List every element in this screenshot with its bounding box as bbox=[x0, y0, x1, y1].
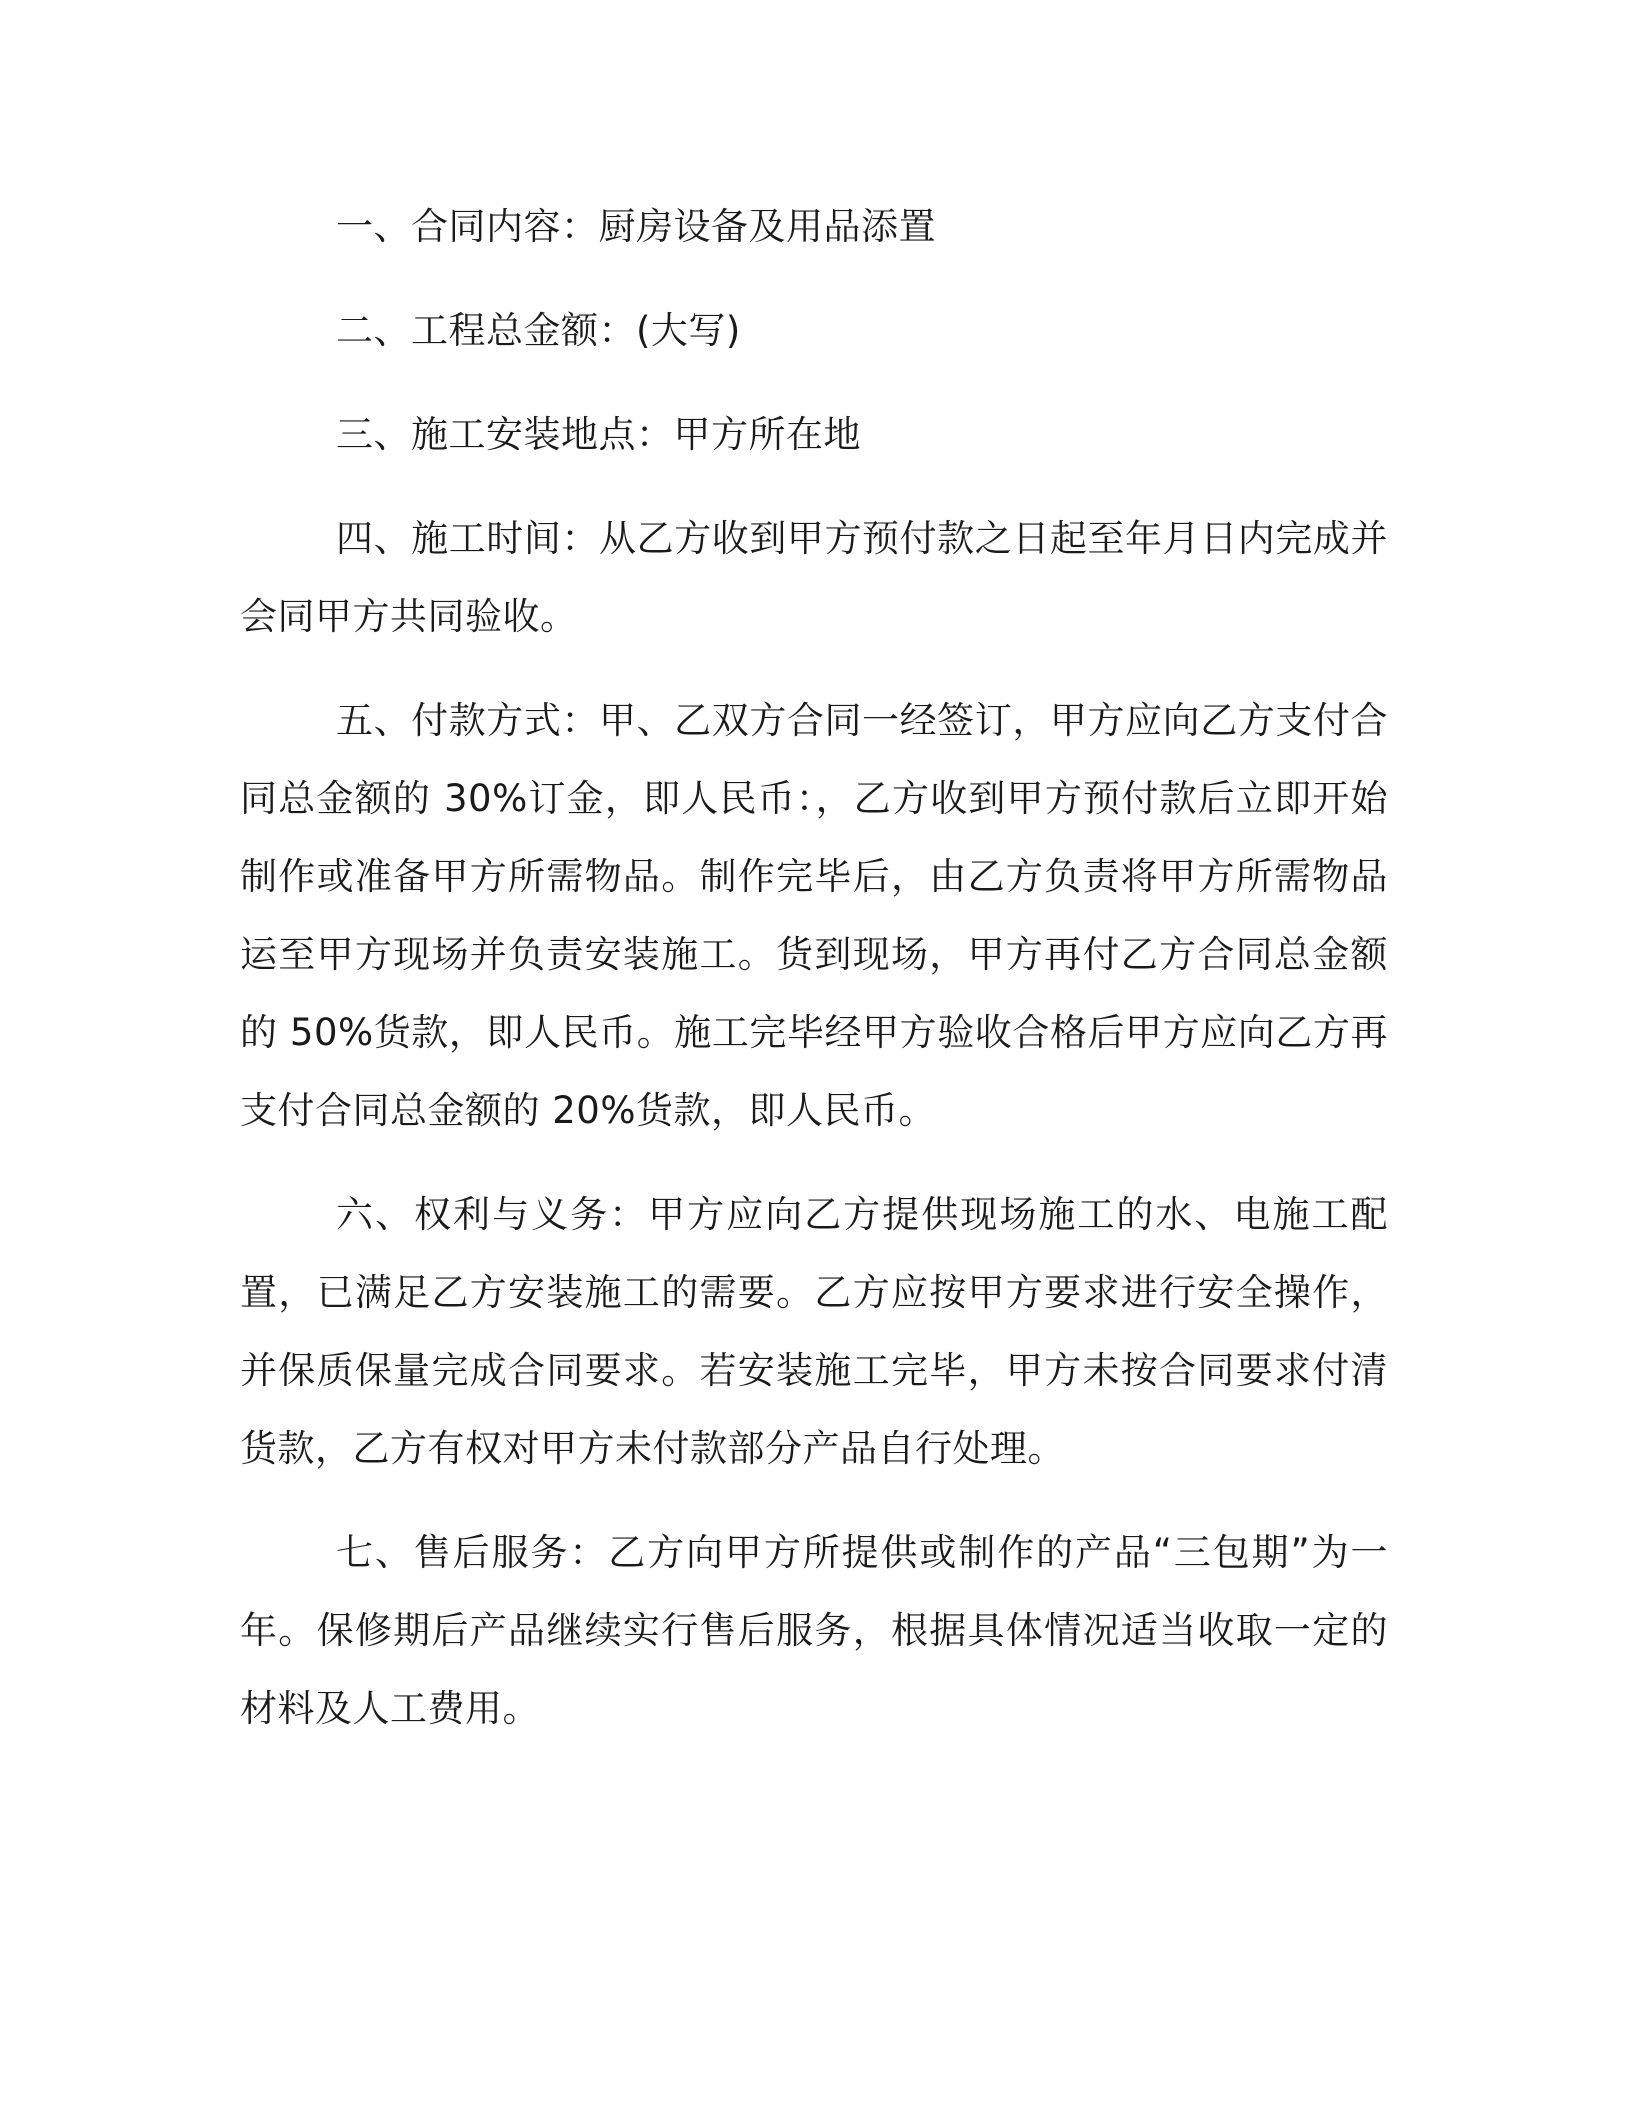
clause-construction-time: 四、施工时间：从乙方收到甲方预付款之日起至年月日内完成并会同甲方共同验收。 bbox=[240, 517, 1388, 638]
clause-installation-location: 三、施工安装地点：甲方所在地 bbox=[336, 413, 861, 456]
contract-body bbox=[240, 188, 1388, 1748]
clause-after-sales-service: 七、售后服务：乙方向甲方所提供或制作的产品“三包期”为一年。保修期后产品继续实行售后服务，根据具体情况适当收取一定的材料及人工费用。 bbox=[240, 1531, 1388, 1730]
clause-payment-method: 五、付款方式：甲、乙双方合同一经签订，甲方应向乙方支付合同总金额的 30%订金，即人民币：，乙方收到甲方预付款后立即开始制作或准备甲方所需物品。制作完毕后，由乙方负责将甲方所需物品运至甲方现场并负责安装施工。货到现场，甲方再付乙方合同总金额的 50%货款，即人民币。施工完毕经甲方验收合格后甲方应向乙方再支付合同总金额的 20%货款，即人民币。 bbox=[240, 699, 1388, 1132]
clause-contract-content: 一、合同内容：厨房设备及用品添置 bbox=[336, 205, 936, 248]
clause-rights-obligations: 六、权利与义务：甲方应向乙方提供现场施工的水、电施工配置，已满足乙方安装施工的需要。乙方应按甲方要求进行安全操作，并保质保量完成合同要求。若安装施工完毕，甲方未按合同要求付清货款，乙方有权对甲方未付款部分产品自行处理。 bbox=[240, 1193, 1388, 1470]
clause-total-amount: 二、工程总金额：(大写) bbox=[336, 309, 741, 352]
